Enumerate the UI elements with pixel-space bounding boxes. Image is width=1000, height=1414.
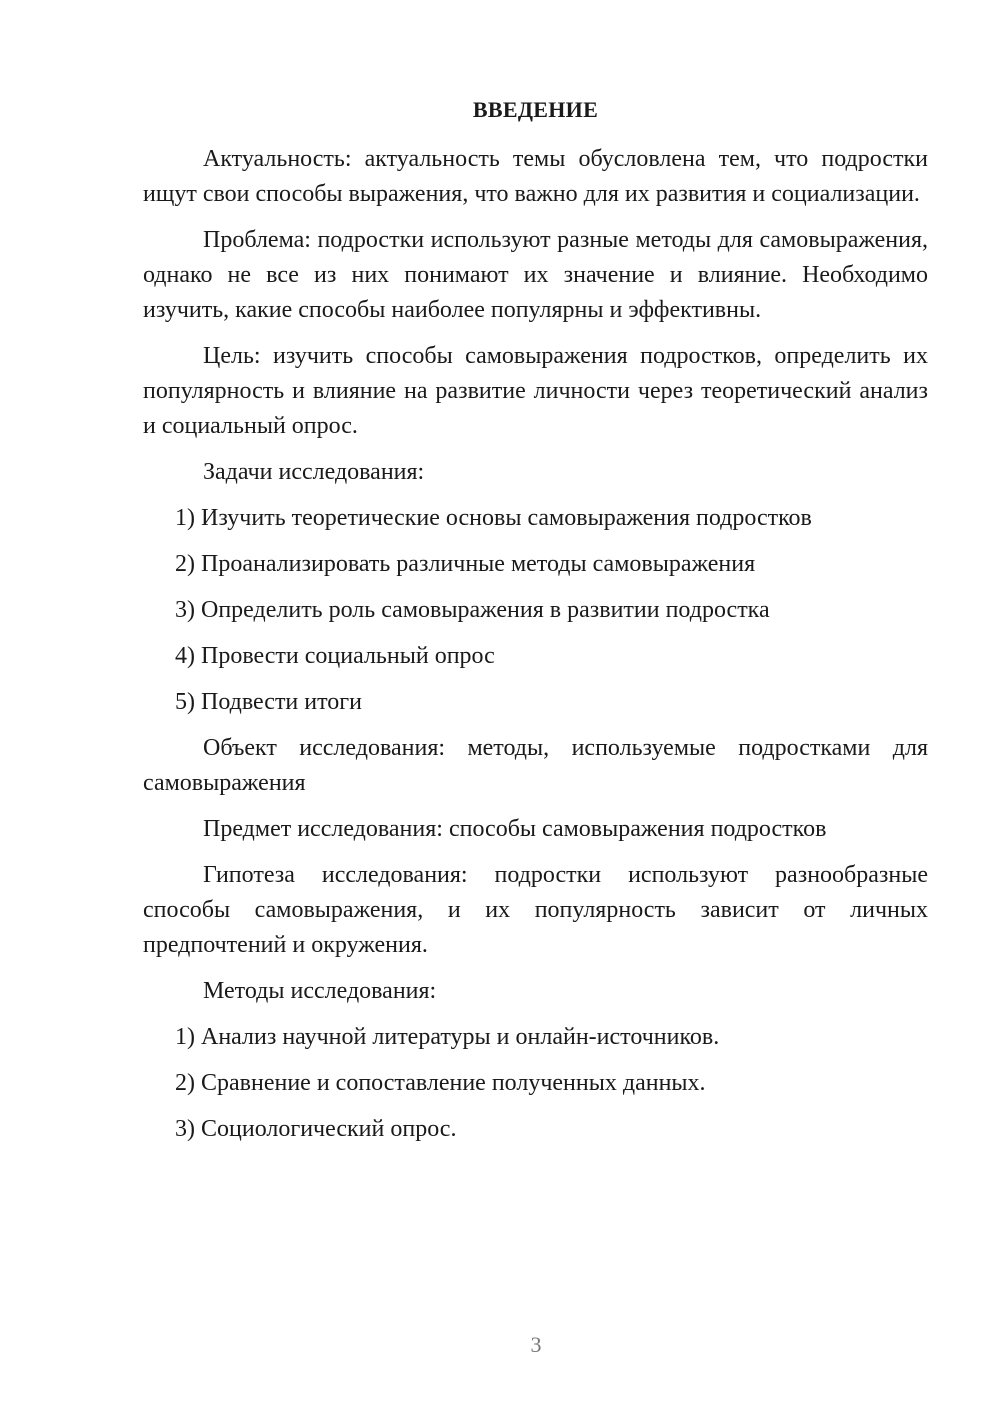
hypothesis-paragraph: Гипотеза исследования: подростки используют разнообразные способы самовыражения, и их популярность зависит от личных предпочтений и окружения. [143, 862, 928, 958]
list-item: 5) Подвести итоги [175, 689, 362, 715]
page-number: 3 [530, 1332, 542, 1357]
methods-label: Методы исследования: [203, 978, 437, 1004]
list-item: 2) Сравнение и сопоставление полученных данных. [175, 1070, 706, 1096]
section-heading: ВВЕДЕНИЕ [472, 97, 599, 122]
object-paragraph: Объект исследования: методы, используемые подростками для самовыражения [143, 735, 928, 796]
list-item: 3) Определить роль самовыражения в развитии подростка [175, 597, 770, 623]
list-item: 1) Анализ научной литературы и онлайн-источников. [175, 1024, 720, 1050]
goal-paragraph: Цель: изучить способы самовыражения подростков, определить их популярность и влияние на развитие личности через теоретический анализ и социальный опрос. [143, 343, 928, 439]
page-content [143, 92, 928, 1158]
methods-list [143, 1020, 928, 1147]
relevance-paragraph: Актуальность: актуальность темы обусловлена тем, что подростки ищут свои способы выражения, что важно для их развития и социализации. [143, 146, 928, 207]
problem-paragraph: Проблема: подростки используют разные методы для самовыражения, однако не все из них понимают их значение и влияние. Необходимо изучить, какие способы наиболее популярны и эффективны. [143, 227, 928, 323]
list-item: 4) Провести социальный опрос [175, 643, 495, 669]
list-item: 2) Проанализировать различные методы самовыражения [175, 551, 756, 577]
list-item: 1) Изучить теоретические основы самовыражения подростков [175, 505, 812, 531]
list-item: 3) Социологический опрос. [175, 1116, 457, 1142]
subject-paragraph: Предмет исследования: способы самовыражения подростков [203, 816, 827, 842]
tasks-label: Задачи исследования: [203, 459, 425, 485]
tasks-list [143, 501, 928, 720]
